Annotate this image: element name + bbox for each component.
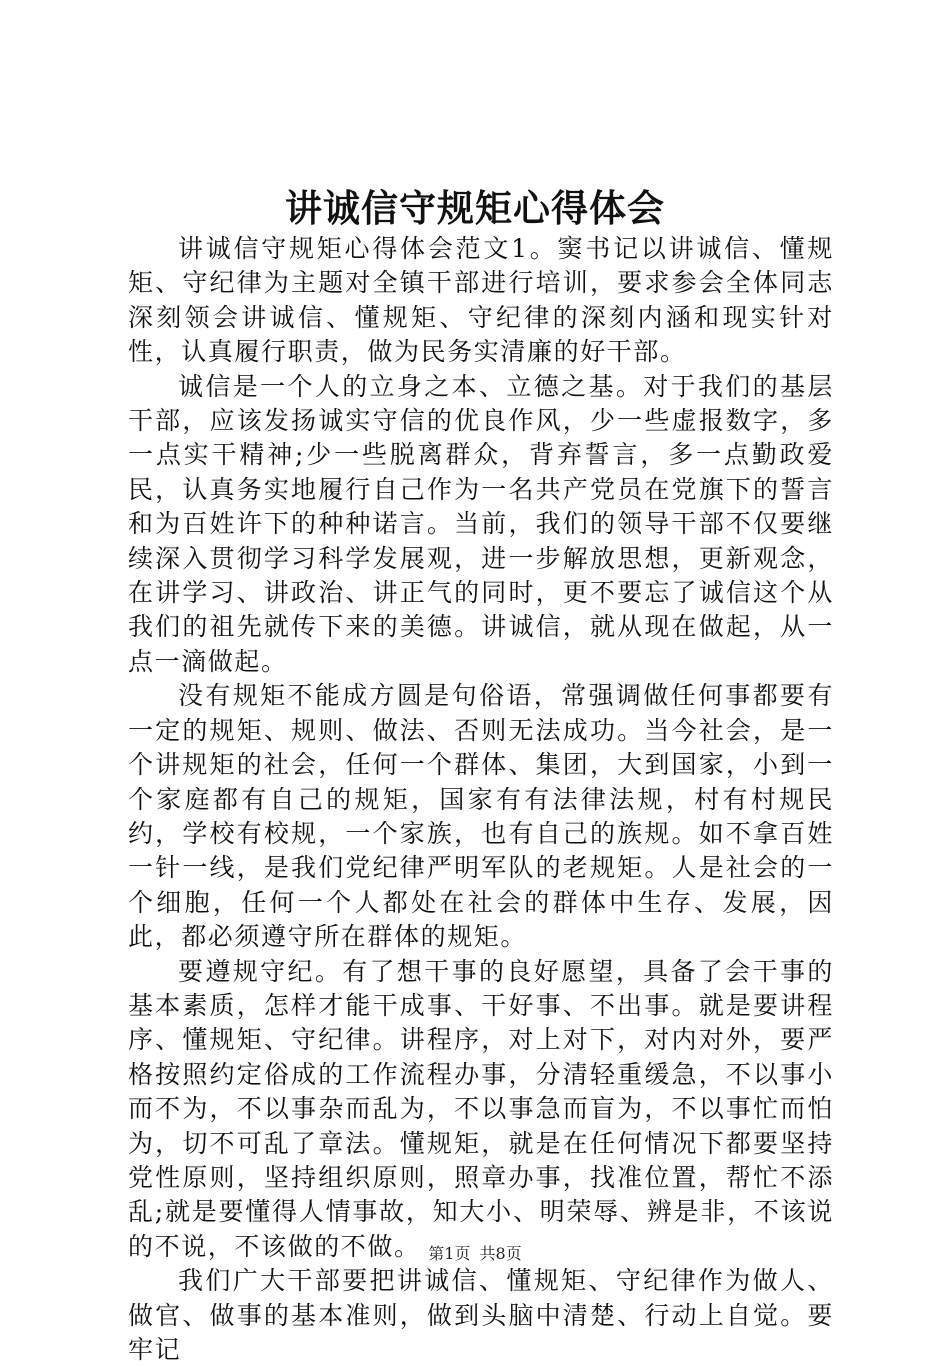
- page-footer: 第1页 共8页: [428, 1244, 522, 1263]
- paragraph: 要遵规守纪。有了想干事的良好愿望，具备了会干事的基本素质，怎样才能干成事、干好事、不出事。就是要讲程序、懂规矩、守纪律。讲程序，对上对下，对内对外，要严格按照约定俗成的工作流程办事，分清轻重缓急，不以事小而不为，不以事杂而乱为，不以事急而盲为，不以事忙而怕为，切不可乱了章法。懂规矩，就是在任何情况下都要坚持党性原则，坚持组织原则，照章办事，找准位置，帮忙不添乱;就是要懂得人情事故，知大小、明荣辱、辨是非，不该说的不说，不该做的不做。: [128, 956, 834, 1261]
- document-title: 讲诚信守规矩心得体会: [285, 186, 665, 230]
- paragraph: 诚信是一个人的立身之本、立德之基。对于我们的基层干部，应该发扬诚实守信的优良作风，少一些虚报数字，多一点实干精神;少一些脱离群众，背弃誓言，多一点勤政爱民，认真务实地履行自己作为一名共产党员在党旗下的誓言和为百姓许下的种种诺言。当前，我们的领导干部不仅要继续深入贯彻学习科学发展观，进一步解放思想，更新观念，在讲学习、讲政治、讲正气的同时，更不要忘了诚信这个从我们的祖先就传下来的美德。讲诚信，就从现在做起，从一点一滴做起。: [128, 371, 834, 676]
- paragraph: 我们广大干部要把讲诚信、懂规矩、守纪律作为做人、做官、做事的基本准则，做到头脑中清楚、行动上自觉。要牢记: [128, 1266, 834, 1364]
- paragraph: 讲诚信守规矩心得体会范文1。窦书记以讲诚信、懂规矩、守纪律为主题对全镇干部进行培训，要求参会全体同志深刻领会讲诚信、懂规矩、守纪律的深刻内涵和现实针对性，认真履行职责，做为民务实清廉的好干部。: [128, 234, 834, 367]
- paragraph: 没有规矩不能成方圆是句俗语，常强调做任何事都要有一定的规矩、规则、做法、否则无法成功。当今社会，是一个讲规矩的社会，任何一个群体、集团，大到国家，小到一个家庭都有自己的规矩，国家有有法律法规，村有村规民约，学校有校规，一个家族，也有自己的族规。如不拿百姓一针一线，是我们党纪律严明军队的老规矩。人是社会的一个细胞，任何一个人都处在社会的群体中生存、发展，因此，都必须遵守所在群体的规矩。: [128, 681, 834, 952]
- document-body: [128, 232, 834, 1367]
